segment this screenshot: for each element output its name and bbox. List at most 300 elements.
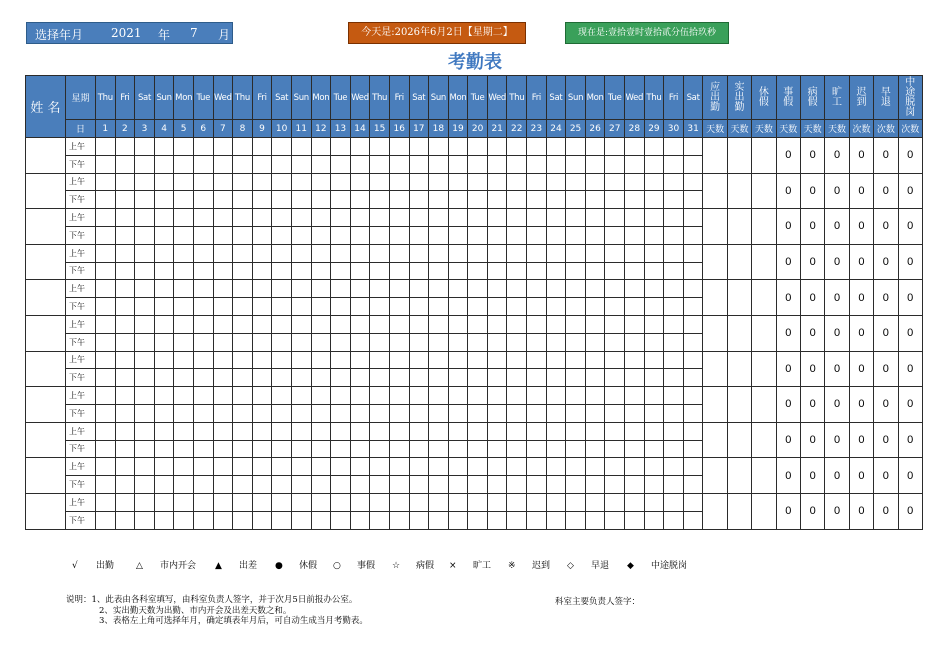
attendance-cell[interactable] xyxy=(409,493,429,511)
attendance-cell[interactable] xyxy=(311,262,331,280)
attendance-cell[interactable] xyxy=(252,226,272,244)
attendance-cell[interactable] xyxy=(135,244,155,262)
attendance-cell[interactable] xyxy=(350,155,370,173)
attendance-cell[interactable] xyxy=(683,262,703,280)
attendance-cell[interactable] xyxy=(409,422,429,440)
attendance-cell[interactable] xyxy=(429,511,449,529)
attendance-cell[interactable] xyxy=(527,298,547,316)
attendance-cell[interactable] xyxy=(252,244,272,262)
attendance-cell[interactable] xyxy=(429,244,449,262)
attendance-cell[interactable] xyxy=(585,173,605,191)
attendance-cell[interactable] xyxy=(507,369,527,387)
attendance-cell[interactable] xyxy=(507,244,527,262)
attendance-cell[interactable] xyxy=(331,244,351,262)
attendance-cell[interactable] xyxy=(272,244,292,262)
attendance-cell[interactable] xyxy=(115,226,135,244)
attendance-cell[interactable] xyxy=(429,476,449,494)
attendance-cell[interactable] xyxy=(350,387,370,405)
attendance-cell[interactable] xyxy=(468,369,488,387)
attendance-cell[interactable] xyxy=(527,404,547,422)
attendance-cell[interactable] xyxy=(566,476,586,494)
attendance-cell[interactable] xyxy=(566,315,586,333)
attendance-cell[interactable] xyxy=(311,422,331,440)
attendance-cell[interactable] xyxy=(213,422,233,440)
attendance-cell[interactable] xyxy=(115,476,135,494)
attendance-cell[interactable] xyxy=(468,138,488,156)
attendance-cell[interactable] xyxy=(252,209,272,227)
attendance-cell[interactable] xyxy=(115,387,135,405)
attendance-cell[interactable] xyxy=(644,476,664,494)
attendance-cell[interactable] xyxy=(527,280,547,298)
attendance-cell[interactable] xyxy=(331,440,351,458)
attendance-cell[interactable] xyxy=(409,369,429,387)
attendance-cell[interactable] xyxy=(409,226,429,244)
attendance-cell[interactable] xyxy=(625,404,645,422)
attendance-cell[interactable] xyxy=(409,155,429,173)
attendance-cell[interactable] xyxy=(468,209,488,227)
attendance-cell[interactable] xyxy=(291,262,311,280)
attendance-cell[interactable] xyxy=(468,280,488,298)
attendance-cell[interactable] xyxy=(252,280,272,298)
attendance-cell[interactable] xyxy=(683,209,703,227)
attendance-cell[interactable] xyxy=(154,404,174,422)
attendance-cell[interactable] xyxy=(507,226,527,244)
attendance-cell[interactable] xyxy=(683,440,703,458)
attendance-cell[interactable] xyxy=(174,422,194,440)
employee-name-cell[interactable] xyxy=(26,351,66,387)
attendance-cell[interactable] xyxy=(389,244,409,262)
attendance-cell[interactable] xyxy=(331,476,351,494)
attendance-cell[interactable] xyxy=(625,387,645,405)
attendance-cell[interactable] xyxy=(370,404,390,422)
attendance-cell[interactable] xyxy=(233,511,253,529)
attendance-cell[interactable] xyxy=(115,209,135,227)
attendance-cell[interactable] xyxy=(644,191,664,209)
attendance-cell[interactable] xyxy=(448,351,468,369)
employee-name-cell[interactable] xyxy=(26,280,66,316)
attendance-cell[interactable] xyxy=(683,155,703,173)
attendance-cell[interactable] xyxy=(389,387,409,405)
attendance-cell[interactable] xyxy=(566,387,586,405)
attendance-cell[interactable] xyxy=(448,138,468,156)
attendance-cell[interactable] xyxy=(213,458,233,476)
attendance-cell[interactable] xyxy=(625,440,645,458)
attendance-cell[interactable] xyxy=(409,476,429,494)
attendance-cell[interactable] xyxy=(311,138,331,156)
attendance-cell[interactable] xyxy=(664,298,684,316)
attendance-cell[interactable] xyxy=(507,493,527,511)
attendance-cell[interactable] xyxy=(135,191,155,209)
attendance-cell[interactable] xyxy=(311,315,331,333)
attendance-cell[interactable] xyxy=(233,351,253,369)
attendance-cell[interactable] xyxy=(566,440,586,458)
attendance-cell[interactable] xyxy=(252,262,272,280)
attendance-cell[interactable] xyxy=(644,209,664,227)
attendance-cell[interactable] xyxy=(507,209,527,227)
attendance-cell[interactable] xyxy=(193,476,213,494)
attendance-cell[interactable] xyxy=(291,476,311,494)
attendance-cell[interactable] xyxy=(448,511,468,529)
attendance-cell[interactable] xyxy=(527,493,547,511)
attendance-cell[interactable] xyxy=(448,440,468,458)
attendance-cell[interactable] xyxy=(389,155,409,173)
attendance-cell[interactable] xyxy=(605,226,625,244)
attendance-cell[interactable] xyxy=(448,226,468,244)
attendance-cell[interactable] xyxy=(193,458,213,476)
attendance-cell[interactable] xyxy=(311,404,331,422)
attendance-cell[interactable] xyxy=(429,173,449,191)
attendance-cell[interactable] xyxy=(664,458,684,476)
attendance-cell[interactable] xyxy=(683,226,703,244)
attendance-cell[interactable] xyxy=(252,138,272,156)
attendance-cell[interactable] xyxy=(664,422,684,440)
attendance-cell[interactable] xyxy=(566,298,586,316)
attendance-cell[interactable] xyxy=(429,422,449,440)
attendance-cell[interactable] xyxy=(644,422,664,440)
attendance-cell[interactable] xyxy=(429,315,449,333)
attendance-cell[interactable] xyxy=(193,333,213,351)
attendance-cell[interactable] xyxy=(507,511,527,529)
attendance-cell[interactable] xyxy=(291,155,311,173)
attendance-cell[interactable] xyxy=(331,155,351,173)
attendance-cell[interactable] xyxy=(115,155,135,173)
attendance-cell[interactable] xyxy=(154,351,174,369)
attendance-cell[interactable] xyxy=(409,333,429,351)
attendance-cell[interactable] xyxy=(154,387,174,405)
attendance-cell[interactable] xyxy=(311,209,331,227)
attendance-cell[interactable] xyxy=(174,387,194,405)
attendance-cell[interactable] xyxy=(585,476,605,494)
attendance-cell[interactable] xyxy=(448,387,468,405)
attendance-cell[interactable] xyxy=(135,511,155,529)
attendance-cell[interactable] xyxy=(135,315,155,333)
attendance-cell[interactable] xyxy=(193,244,213,262)
attendance-cell[interactable] xyxy=(272,458,292,476)
attendance-cell[interactable] xyxy=(664,155,684,173)
attendance-cell[interactable] xyxy=(291,244,311,262)
attendance-cell[interactable] xyxy=(213,298,233,316)
attendance-cell[interactable] xyxy=(625,262,645,280)
attendance-cell[interactable] xyxy=(507,262,527,280)
attendance-cell[interactable] xyxy=(468,511,488,529)
attendance-cell[interactable] xyxy=(507,333,527,351)
attendance-cell[interactable] xyxy=(96,493,116,511)
attendance-cell[interactable] xyxy=(272,493,292,511)
attendance-cell[interactable] xyxy=(213,138,233,156)
attendance-cell[interactable] xyxy=(644,369,664,387)
attendance-cell[interactable] xyxy=(644,440,664,458)
attendance-cell[interactable] xyxy=(213,387,233,405)
attendance-cell[interactable] xyxy=(154,493,174,511)
attendance-cell[interactable] xyxy=(507,422,527,440)
attendance-cell[interactable] xyxy=(311,458,331,476)
attendance-cell[interactable] xyxy=(429,333,449,351)
attendance-cell[interactable] xyxy=(252,191,272,209)
attendance-cell[interactable] xyxy=(291,315,311,333)
attendance-cell[interactable] xyxy=(487,138,507,156)
attendance-cell[interactable] xyxy=(233,280,253,298)
attendance-cell[interactable] xyxy=(448,280,468,298)
attendance-cell[interactable] xyxy=(154,511,174,529)
attendance-cell[interactable] xyxy=(389,458,409,476)
attendance-cell[interactable] xyxy=(291,209,311,227)
attendance-cell[interactable] xyxy=(233,387,253,405)
attendance-cell[interactable] xyxy=(448,262,468,280)
attendance-cell[interactable] xyxy=(605,476,625,494)
attendance-cell[interactable] xyxy=(213,493,233,511)
attendance-cell[interactable] xyxy=(507,298,527,316)
attendance-cell[interactable] xyxy=(429,280,449,298)
attendance-cell[interactable] xyxy=(409,440,429,458)
attendance-cell[interactable] xyxy=(487,209,507,227)
attendance-cell[interactable] xyxy=(370,280,390,298)
attendance-cell[interactable] xyxy=(664,244,684,262)
attendance-cell[interactable] xyxy=(605,298,625,316)
attendance-cell[interactable] xyxy=(664,351,684,369)
attendance-cell[interactable] xyxy=(644,155,664,173)
attendance-cell[interactable] xyxy=(429,226,449,244)
attendance-cell[interactable] xyxy=(605,209,625,227)
attendance-cell[interactable] xyxy=(409,298,429,316)
attendance-cell[interactable] xyxy=(566,404,586,422)
attendance-cell[interactable] xyxy=(174,369,194,387)
attendance-cell[interactable] xyxy=(683,511,703,529)
attendance-cell[interactable] xyxy=(115,191,135,209)
attendance-cell[interactable] xyxy=(546,404,566,422)
attendance-cell[interactable] xyxy=(585,262,605,280)
attendance-cell[interactable] xyxy=(96,298,116,316)
attendance-cell[interactable] xyxy=(527,369,547,387)
attendance-cell[interactable] xyxy=(527,155,547,173)
attendance-cell[interactable] xyxy=(585,280,605,298)
attendance-cell[interactable] xyxy=(193,138,213,156)
attendance-cell[interactable] xyxy=(350,191,370,209)
attendance-cell[interactable] xyxy=(605,404,625,422)
attendance-cell[interactable] xyxy=(585,138,605,156)
attendance-cell[interactable] xyxy=(625,244,645,262)
attendance-cell[interactable] xyxy=(585,315,605,333)
attendance-cell[interactable] xyxy=(272,138,292,156)
attendance-cell[interactable] xyxy=(448,315,468,333)
attendance-cell[interactable] xyxy=(605,351,625,369)
attendance-cell[interactable] xyxy=(331,209,351,227)
attendance-cell[interactable] xyxy=(664,404,684,422)
attendance-cell[interactable] xyxy=(311,440,331,458)
attendance-cell[interactable] xyxy=(154,315,174,333)
attendance-cell[interactable] xyxy=(174,315,194,333)
attendance-cell[interactable] xyxy=(605,138,625,156)
attendance-cell[interactable] xyxy=(566,173,586,191)
attendance-cell[interactable] xyxy=(370,458,390,476)
attendance-cell[interactable] xyxy=(448,173,468,191)
attendance-cell[interactable] xyxy=(233,493,253,511)
attendance-cell[interactable] xyxy=(546,511,566,529)
attendance-cell[interactable] xyxy=(233,244,253,262)
attendance-cell[interactable] xyxy=(350,333,370,351)
year-value[interactable]: 2021 xyxy=(111,26,142,40)
attendance-cell[interactable] xyxy=(233,262,253,280)
attendance-cell[interactable] xyxy=(311,493,331,511)
attendance-cell[interactable] xyxy=(370,315,390,333)
attendance-cell[interactable] xyxy=(193,369,213,387)
attendance-cell[interactable] xyxy=(527,387,547,405)
attendance-cell[interactable] xyxy=(174,493,194,511)
attendance-cell[interactable] xyxy=(605,333,625,351)
attendance-cell[interactable] xyxy=(527,422,547,440)
attendance-cell[interactable] xyxy=(115,422,135,440)
attendance-cell[interactable] xyxy=(487,511,507,529)
attendance-cell[interactable] xyxy=(311,173,331,191)
attendance-cell[interactable] xyxy=(252,387,272,405)
attendance-cell[interactable] xyxy=(311,387,331,405)
attendance-cell[interactable] xyxy=(135,226,155,244)
attendance-cell[interactable] xyxy=(625,511,645,529)
attendance-cell[interactable] xyxy=(644,173,664,191)
attendance-cell[interactable] xyxy=(468,422,488,440)
attendance-cell[interactable] xyxy=(370,511,390,529)
attendance-cell[interactable] xyxy=(311,280,331,298)
attendance-cell[interactable] xyxy=(468,333,488,351)
attendance-cell[interactable] xyxy=(448,493,468,511)
attendance-cell[interactable] xyxy=(213,476,233,494)
attendance-cell[interactable] xyxy=(370,476,390,494)
attendance-cell[interactable] xyxy=(429,458,449,476)
attendance-cell[interactable] xyxy=(644,138,664,156)
attendance-cell[interactable] xyxy=(252,369,272,387)
attendance-cell[interactable] xyxy=(233,173,253,191)
attendance-cell[interactable] xyxy=(605,280,625,298)
attendance-cell[interactable] xyxy=(664,138,684,156)
attendance-cell[interactable] xyxy=(193,262,213,280)
attendance-cell[interactable] xyxy=(350,440,370,458)
attendance-cell[interactable] xyxy=(389,493,409,511)
attendance-cell[interactable] xyxy=(350,493,370,511)
attendance-cell[interactable] xyxy=(233,458,253,476)
attendance-cell[interactable] xyxy=(350,138,370,156)
attendance-cell[interactable] xyxy=(389,298,409,316)
attendance-cell[interactable] xyxy=(154,422,174,440)
attendance-cell[interactable] xyxy=(527,458,547,476)
attendance-cell[interactable] xyxy=(448,369,468,387)
attendance-cell[interactable] xyxy=(448,422,468,440)
attendance-cell[interactable] xyxy=(644,298,664,316)
attendance-cell[interactable] xyxy=(350,262,370,280)
attendance-cell[interactable] xyxy=(115,333,135,351)
attendance-cell[interactable] xyxy=(566,511,586,529)
attendance-cell[interactable] xyxy=(193,511,213,529)
attendance-cell[interactable] xyxy=(174,262,194,280)
attendance-cell[interactable] xyxy=(409,138,429,156)
attendance-cell[interactable] xyxy=(409,458,429,476)
attendance-cell[interactable] xyxy=(664,226,684,244)
attendance-cell[interactable] xyxy=(174,244,194,262)
attendance-cell[interactable] xyxy=(96,244,116,262)
attendance-cell[interactable] xyxy=(331,369,351,387)
attendance-cell[interactable] xyxy=(605,440,625,458)
attendance-cell[interactable] xyxy=(389,422,409,440)
attendance-cell[interactable] xyxy=(252,404,272,422)
attendance-cell[interactable] xyxy=(154,440,174,458)
attendance-cell[interactable] xyxy=(585,369,605,387)
attendance-cell[interactable] xyxy=(664,476,684,494)
attendance-cell[interactable] xyxy=(683,493,703,511)
attendance-cell[interactable] xyxy=(566,422,586,440)
attendance-cell[interactable] xyxy=(96,369,116,387)
attendance-cell[interactable] xyxy=(507,387,527,405)
attendance-cell[interactable] xyxy=(507,155,527,173)
attendance-cell[interactable] xyxy=(468,440,488,458)
attendance-cell[interactable] xyxy=(566,226,586,244)
attendance-cell[interactable] xyxy=(605,155,625,173)
attendance-cell[interactable] xyxy=(409,351,429,369)
attendance-cell[interactable] xyxy=(527,476,547,494)
attendance-cell[interactable] xyxy=(233,315,253,333)
attendance-cell[interactable] xyxy=(350,315,370,333)
attendance-cell[interactable] xyxy=(546,440,566,458)
attendance-cell[interactable] xyxy=(213,440,233,458)
attendance-cell[interactable] xyxy=(252,458,272,476)
attendance-cell[interactable] xyxy=(527,262,547,280)
attendance-cell[interactable] xyxy=(331,511,351,529)
attendance-cell[interactable] xyxy=(213,333,233,351)
attendance-cell[interactable] xyxy=(468,173,488,191)
attendance-cell[interactable] xyxy=(546,280,566,298)
attendance-cell[interactable] xyxy=(468,351,488,369)
attendance-cell[interactable] xyxy=(154,298,174,316)
attendance-cell[interactable] xyxy=(96,511,116,529)
attendance-cell[interactable] xyxy=(350,298,370,316)
attendance-cell[interactable] xyxy=(370,191,390,209)
attendance-cell[interactable] xyxy=(468,155,488,173)
attendance-cell[interactable] xyxy=(683,387,703,405)
attendance-cell[interactable] xyxy=(213,369,233,387)
attendance-cell[interactable] xyxy=(370,298,390,316)
attendance-cell[interactable] xyxy=(527,440,547,458)
attendance-cell[interactable] xyxy=(272,280,292,298)
attendance-cell[interactable] xyxy=(389,262,409,280)
attendance-cell[interactable] xyxy=(487,315,507,333)
attendance-cell[interactable] xyxy=(468,226,488,244)
attendance-cell[interactable] xyxy=(389,351,409,369)
attendance-cell[interactable] xyxy=(585,404,605,422)
attendance-cell[interactable] xyxy=(585,351,605,369)
attendance-cell[interactable] xyxy=(683,280,703,298)
attendance-cell[interactable] xyxy=(448,298,468,316)
attendance-cell[interactable] xyxy=(272,333,292,351)
attendance-cell[interactable] xyxy=(154,226,174,244)
attendance-cell[interactable] xyxy=(252,315,272,333)
attendance-cell[interactable] xyxy=(154,173,174,191)
attendance-cell[interactable] xyxy=(664,315,684,333)
attendance-cell[interactable] xyxy=(566,262,586,280)
attendance-cell[interactable] xyxy=(389,226,409,244)
attendance-cell[interactable] xyxy=(546,298,566,316)
attendance-cell[interactable] xyxy=(193,351,213,369)
attendance-cell[interactable] xyxy=(389,511,409,529)
attendance-cell[interactable] xyxy=(135,369,155,387)
attendance-cell[interactable] xyxy=(605,387,625,405)
attendance-cell[interactable] xyxy=(331,226,351,244)
attendance-cell[interactable] xyxy=(252,333,272,351)
attendance-cell[interactable] xyxy=(331,422,351,440)
attendance-cell[interactable] xyxy=(193,440,213,458)
attendance-cell[interactable] xyxy=(311,298,331,316)
attendance-cell[interactable] xyxy=(291,387,311,405)
attendance-cell[interactable] xyxy=(429,298,449,316)
attendance-cell[interactable] xyxy=(96,458,116,476)
attendance-cell[interactable] xyxy=(370,387,390,405)
attendance-cell[interactable] xyxy=(664,511,684,529)
